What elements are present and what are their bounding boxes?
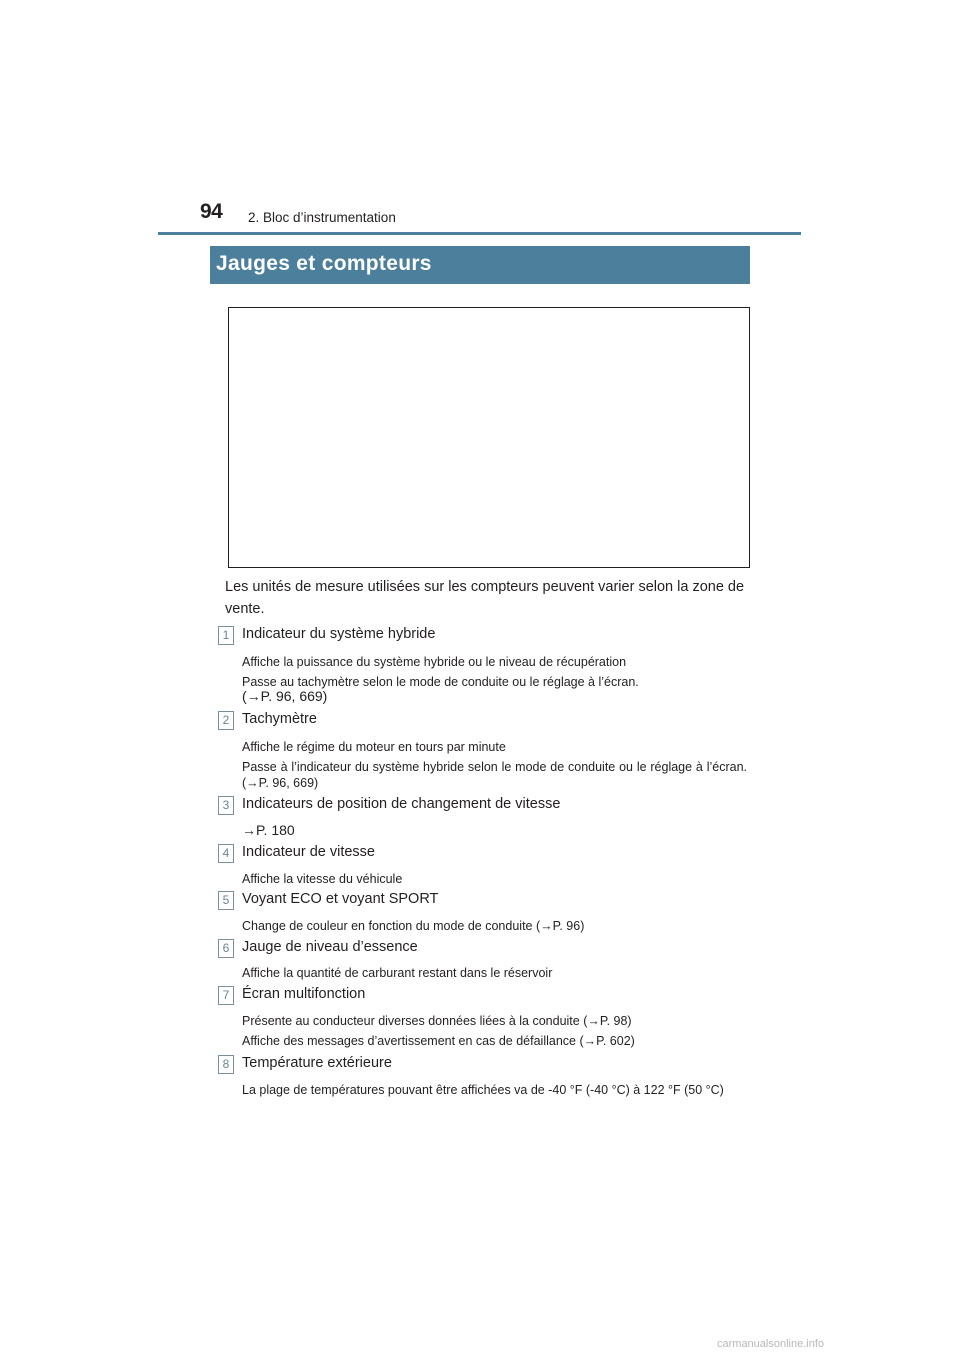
item-title: Indicateur de vitesse [242,844,375,860]
item-title: Température extérieure [242,1055,392,1071]
item-title: Voyant ECO et voyant SPORT [242,891,439,907]
item-description: Présente au conducteur diverses données liées à la conduite (→P. 98) [242,1014,632,1028]
section-title: Jauges et compteurs [216,252,432,275]
item-number: 2 [218,711,234,730]
page-reference: →P. 180 [242,822,295,838]
intro-text: Les unités de mesure utilisées sur les compteurs peuvent varier selon la zone de vente. [225,579,745,617]
item-description: Affiche le régime du moteur en tours par minute [242,740,506,754]
item-description: La plage de températures pouvant être affichées va de -40 °F (-40 °C) à 122 °F (50 °C) [242,1083,724,1097]
page-number: 94 [200,200,223,223]
item-number: 5 [218,891,234,910]
item-description: Passe au tachymètre selon le mode de conduite ou le réglage à l’écran. [242,675,639,689]
item-number: 4 [218,844,234,863]
item-title: Indicateur du système hybride [242,626,436,642]
item-title: Jauge de niveau d’essence [242,939,418,955]
page-reference: (→P. 96, 669) [242,688,328,704]
item-description: Affiche la vitesse du véhicule [242,872,403,886]
header-rule [158,232,801,235]
item-number: 8 [218,1055,234,1074]
watermark: carmanualsonline.info [717,1338,825,1350]
item-description: Affiche la puissance du système hybride ou le niveau de récupération [242,655,627,669]
item-number: 7 [218,986,234,1005]
chapter-title: 2. Bloc d’instrumentation [248,210,396,225]
item-description: Passe à l’indicateur du système hybride selon le mode de conduite ou le réglage à l’écran. (→P. 96, 669) [242,760,747,790]
item-title: Écran multifonction [242,986,366,1002]
item-number: 3 [218,796,234,815]
item-description: Affiche des messages d’avertissement en cas de défaillance (→P. 602) [242,1034,635,1048]
item-number: 6 [218,939,234,958]
item-title: Tachymètre [242,711,317,727]
item-title: Indicateurs de position de changement de vitesse [242,796,561,812]
item-description: Affiche la quantité de carburant restant dans le réservoir [242,966,553,980]
gauge-figure-frame [228,307,750,568]
item-description: Change de couleur en fonction du mode de conduite (→P. 96) [242,919,585,933]
item-number: 1 [218,626,234,645]
